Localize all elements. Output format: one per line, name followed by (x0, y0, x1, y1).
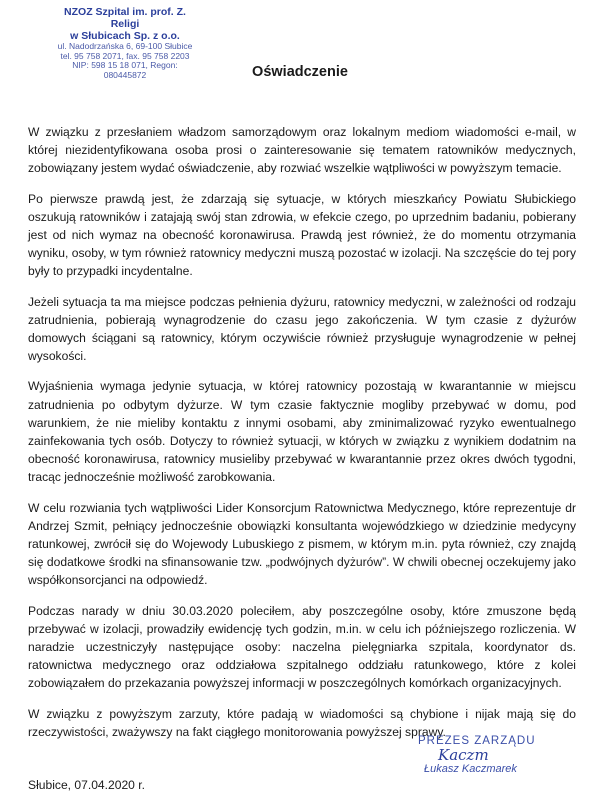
paragraph: Podczas narady w dniu 30.03.2020 poleciłem, aby poszczególne osoby, które zmuszone będą przebywać w izolacji, prowadziły ewidencję tych godzin, m.in. w celu ich późniejszego rozliczenia. W naradzie uczestniczyły następujące osoby: naczelna pielęgniarka szpitala, koordynator ds. ratownictwa medycznego oraz oddziałowa szpitalnego oddziału ratunkowego, które z kolei zobowiązałem do przekazania powyższej informacji w poszczególnych komórkach organizacyjnych. (28, 603, 576, 691)
org-address: ul. Nadodrzańska 6, 69-100 Słubice (57, 41, 193, 51)
org-name-line2: w Słubicach Sp. z o.o. (70, 30, 180, 42)
paragraph: Po pierwsze prawdą jest, że zdarzają się sytuacje, w których mieszkańcy Powiatu Słubickiego oszukują ratowników i zatajają swój stan zdrowia, w efekcie czego, po uprzednim badaniu, pobierany jest od nich wymaz na obecność koronawirusa. Prawdą jest również, że do momentu otrzymania wyniku, osoby, w tym również ratownicy medyczni muszą pozostać w izolacji. Na szczęście do tej pory były to przypadki incydentalne. (28, 191, 576, 279)
handwritten-signature: Kaczm (438, 746, 489, 764)
document-body (28, 123, 576, 753)
org-name-line1: NZOZ Szpital im. prof. Z. Religi (64, 6, 186, 30)
paragraph: W związku z powyższym zarzuty, które padają w wiadomości są chybione i nijak mają się do rzeczywistości, zważywszy na fakt ciągłego monitorowania powyższej sprawy. (28, 706, 576, 739)
signature-stamp (418, 735, 578, 775)
org-ids: NIP: 598 15 18 071, Regon: 080445872 (72, 60, 178, 80)
place-date: Słubice, 07.04.2020 r. (28, 778, 145, 792)
org-phone: tel. 95 758 2071, fax. 95 758 2203 (60, 50, 190, 61)
paragraph: W związku z przesłaniem władzom samorządowym oraz lokalnym mediom wiadomości e-mail, w której niezidentyfikowana osoba prosi o zainteresowanie się tematem ratowników medycznych, zobowiązany jestem wydać oświadczenie, aby rozwiać wszelkie wątpliwości w powyższym temacie. (28, 125, 576, 176)
document-title: Oświadczenie (252, 64, 348, 80)
paragraph: Jeżeli sytuacja ta ma miejsce podczas pełnienia dyżuru, ratownicy medyczni, w zależności od rodzaju zatrudnienia, pobierają wynagrodzenie do czasu jego zakończenia. W tym czasie z dyżurów domowych ściągani są ratownicy, którym oczywiście również przysługuje wynagrodzenie w pełnej wysokości. (28, 294, 576, 364)
signature-name: Łukasz Kaczmarek (424, 763, 517, 775)
paragraph: Wyjaśnienia wymaga jedynie sytuacja, w której ratownicy pozostają w kwarantannie w miejscu zatrudnienia po odbytym dyżurze. W tym czasie faktycznie mogliby przebywać w domu, pod warunkiem, że nie mieliby kontaktu z innymi osobami, aby zminimalizować ryzyko ewentualnego zainfekowania tych osób. Dotyczy to również sytuacji, w których w związku z wynikiem dodatnim na obecność koronawirusa, ratownicy musieliby przebywać w kwarantannie przez okres dwóch tygodni, tracąc jednocześnie możliwość zarobkowania. (28, 379, 576, 485)
paragraph: W celu rozwiania tych wątpliwości Lider Konsorcjum Ratownictwa Medycznego, które reprezentuje dr Andrzej Szmit, pełniący jednocześnie obowiązki konsultanta wojewódzkiego w dziedzinie medycyny ratunkowej, zwrócił się do Wojewody Lubuskiego z pismem, w którym m.in. pyta również, czy znajdą się dodatkowe środki na sfinansowanie tzw. „podwójnych dyżurów”. W chwili obecnej oczekujemy jako współkonsorcjanci na odpowiedź. (28, 500, 576, 588)
signature-role: PREZES ZARZĄDU (418, 735, 536, 747)
